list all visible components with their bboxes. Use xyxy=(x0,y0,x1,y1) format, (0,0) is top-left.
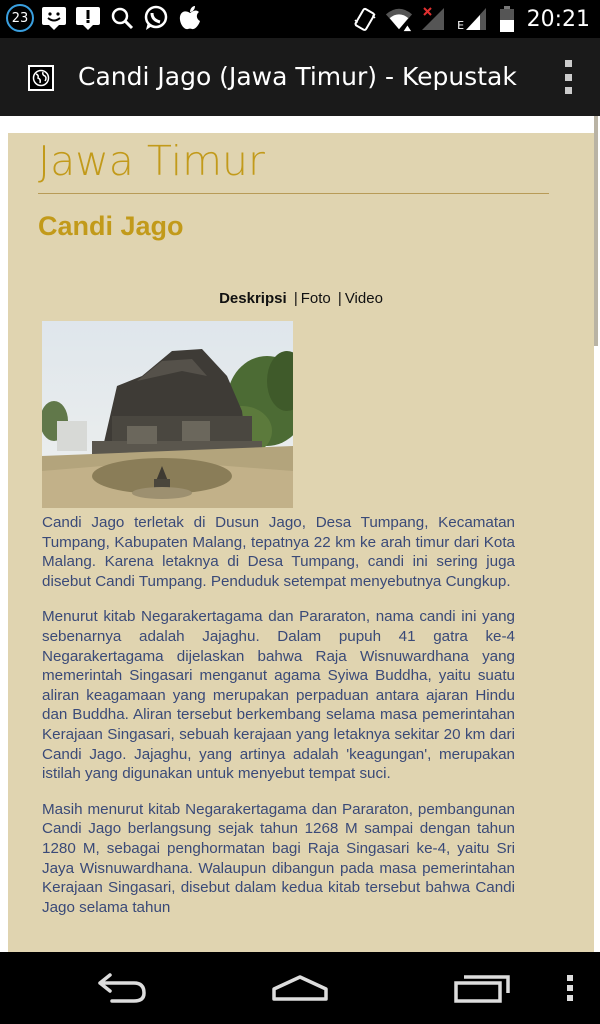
action-bar xyxy=(0,38,600,116)
vibrate-icon xyxy=(351,5,379,33)
whatsapp-icon xyxy=(142,4,170,32)
overflow-menu-icon[interactable] xyxy=(562,60,574,94)
status-left-icons xyxy=(6,4,204,32)
wifi-icon xyxy=(385,5,413,33)
navigation-bar xyxy=(0,952,600,1024)
battery-icon xyxy=(499,5,515,33)
alert-icon xyxy=(74,4,102,32)
status-bar xyxy=(0,0,600,38)
temple-photo xyxy=(42,321,293,508)
apple-icon xyxy=(176,4,204,32)
article-panel xyxy=(8,133,594,952)
status-right-icons xyxy=(351,5,590,33)
scrollbar[interactable] xyxy=(594,116,598,346)
tab-video[interactable]: Video xyxy=(344,290,383,307)
notification-count-icon: 23 xyxy=(6,4,34,32)
search-icon xyxy=(108,4,136,32)
article-paragraph: Candi Jago terletak di Dusun Jago, Desa Tumpang, Kecamatan Tumpang, Kabupaten Malang, tepatnya 22 km ke arah timur dari Kota Malang. Karena letaknya di Desa Tumpang, candi ini sering juga disebut Candi Tumpang. Penduduk setempat menyebutnya Cungkup. xyxy=(42,514,515,590)
tab-foto[interactable]: Foto xyxy=(300,290,331,307)
network-type-label: E xyxy=(457,18,465,32)
heading-divider xyxy=(38,193,549,194)
tab-deskripsi[interactable]: Deskripsi xyxy=(219,290,287,307)
signal-icon xyxy=(419,5,447,33)
page-title: Candi Jago (Jawa Timur) - Kepustak xyxy=(78,62,517,91)
web-content[interactable] xyxy=(0,116,600,952)
signal-e-icon xyxy=(453,5,493,33)
globe-icon[interactable] xyxy=(28,65,54,91)
region-heading: Jawa Timur xyxy=(38,137,265,185)
recents-icon[interactable] xyxy=(450,968,514,1008)
menu-dots-icon[interactable] xyxy=(560,968,580,1008)
content-tabs xyxy=(8,290,594,307)
clock: 20:21 xyxy=(526,6,590,32)
home-icon[interactable] xyxy=(268,968,332,1008)
tab-separator: | xyxy=(293,290,298,307)
chat-icon xyxy=(40,4,68,32)
temple-heading: Candi Jago xyxy=(38,211,184,241)
tab-separator: | xyxy=(337,290,342,307)
back-icon[interactable] xyxy=(88,968,152,1008)
article-paragraph: Masih menurut kitab Negarakertagama dan Pararaton, pembangunan Candi Jago berlangsung sejak tahun 1268 M sampai dengan tahun 1280 M, sebagai penghormatan bagi Raja Singasari ke-4, yaitu Sri Jaya Wisnuwardhana. Walaupun dibangun pada masa pemerintahan Kerajaan Singasari, disebut dalam kedua kitab tersebut bahwa Candi Jago selama tahun xyxy=(42,800,515,916)
article-paragraph: Menurut kitab Negarakertagama dan Pararaton, nama candi ini yang sebenarnya adalah Jajaghu. Dalam pupuh 41 gatra ke-4 Negarakertagama dijelaskan bahwa Raja Wisnuwardhana yang memerintah Singasari menganut agama Syiwa Buddha, yaitu suatu aliran keagamaan yang merupakan perpaduan antara ajaran Hindu dan Buddha. Aliran tersebut berkembang selama masa pemerintahan Kerajaan Singasari, sebuah kerajaan yang letaknya sekitar 20 km dari Candi Jago. Jajaghu, yang artinya adalah 'keagungan', merupakan istilah yang digunakan untuk menyebut tempat suci. xyxy=(42,608,515,783)
article-body xyxy=(42,513,515,933)
